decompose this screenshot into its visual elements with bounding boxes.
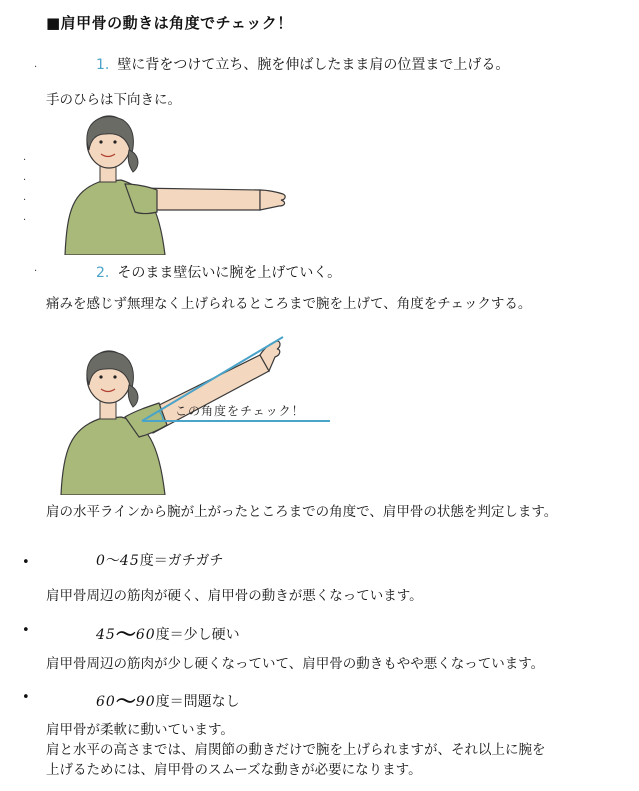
range-2-to: 60 [135, 627, 156, 643]
range-1-from: 0 [96, 553, 106, 569]
margin-dot: · [34, 62, 38, 73]
step-1-number: 1. [96, 57, 110, 73]
range-2-eq: ＝ [169, 627, 184, 643]
step-2-note: 痛みを感じず無理なく上げられるところまで腕を上げて、角度をチェックする。 [46, 296, 532, 312]
range-1-to: 45 [119, 553, 140, 569]
margin-dot: · [23, 195, 27, 206]
step-2 [96, 262, 341, 282]
range-3-sep: 〜 [115, 689, 136, 713]
page-title: ■肩甲骨の動きは角度でチェック！ [46, 14, 293, 32]
range-3-desc-3: 上げるためには、肩甲骨のスムーズな動きが必要になります。 [46, 762, 422, 778]
range-2-desc: 肩甲骨周辺の筋肉が少し硬くなっていて、肩甲骨の動きもやや悪くなっています。 [46, 656, 545, 672]
range-3-label: 問題なし [183, 694, 240, 710]
range-2-unit: 度 [155, 627, 170, 643]
margin-dot: · [23, 175, 27, 186]
range-1-heading [96, 550, 223, 570]
explanation-text: 肩の水平ラインから腕が上がったところまでの角度で、肩甲骨の状態を判定します。 [46, 504, 558, 520]
margin-dot: · [23, 215, 27, 226]
margin-dot: · [34, 266, 38, 277]
bullet: • [22, 690, 30, 705]
range-2-sep: 〜 [115, 622, 136, 646]
range-2-heading [96, 618, 240, 647]
step-1-text: 壁に背をつけて立ち、腕を伸ばしたまま肩の位置まで上げる。 [117, 57, 510, 73]
bullet: • [22, 555, 30, 570]
range-1-desc: 肩甲骨周辺の筋肉が硬く、肩甲骨の動きが悪くなっています。 [46, 588, 423, 604]
range-1-label: ガチガチ [167, 553, 224, 569]
range-2-label: 少し硬い [183, 627, 240, 643]
angle-check-label: この角度をチェック！ [175, 404, 305, 418]
step-1 [96, 54, 509, 74]
bullet: • [22, 623, 30, 638]
range-1-unit: 度 [139, 553, 154, 569]
range-2-from: 45 [96, 627, 116, 643]
range-1-sep: 〜 [105, 553, 120, 569]
range-1-eq: ＝ [153, 553, 168, 569]
range-3-from: 60 [96, 694, 116, 710]
step-1-note: 手のひらは下向きに。 [46, 92, 181, 108]
range-3-heading [96, 685, 240, 714]
step-2-number: 2. [96, 265, 110, 281]
range-3-desc-1: 肩甲骨が柔軟に動いています。 [46, 722, 234, 738]
illustration-arm-horizontal [55, 110, 295, 255]
step-2-text: そのまま壁伝いに腕を上げていく。 [117, 265, 342, 281]
range-3-eq: ＝ [169, 694, 184, 710]
margin-dot: · [23, 155, 27, 166]
range-3-desc-2: 肩と水平の高さまでは、肩関節の動きだけで腕を上げられますが、それ以上に腕を [46, 742, 546, 758]
range-3-unit: 度 [155, 694, 170, 710]
range-3-to: 90 [135, 694, 156, 710]
